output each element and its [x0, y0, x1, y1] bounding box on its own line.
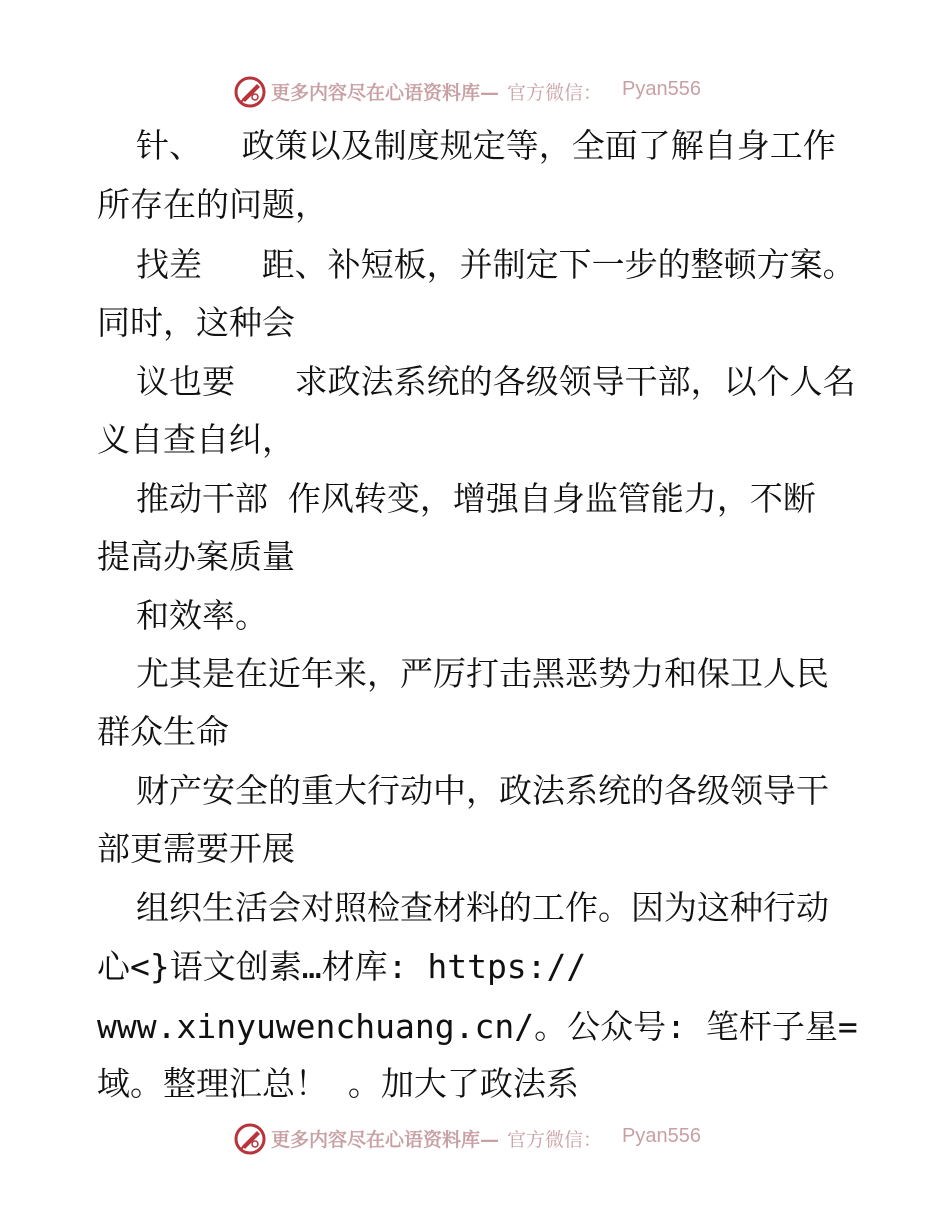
body-line: 群众生命 — [97, 712, 229, 751]
body-line: 域。整理汇总！ 。加大了政法系 — [97, 1064, 579, 1103]
quill-logo-icon — [233, 75, 267, 109]
banner-contact-label: 官方微信： — [507, 1129, 603, 1151]
body-line: 找差 距、补短板，并制定下一步的整顿方案。 — [136, 245, 856, 284]
banner-contact-id: Pyan556 — [622, 78, 701, 100]
banner-contact-label: 官方微信： — [507, 82, 603, 104]
body-line: 义自查自纠， — [97, 420, 295, 459]
body-line: 议也要 求政法系统的各级领导干部，以个人名 — [136, 362, 856, 401]
body-line: 组织生活会对照检查材料的工作。因为这种行动 — [136, 888, 829, 927]
body-line: 推动干部 作风转变，增强自身监管能力，不断 — [136, 479, 816, 518]
quill-logo-icon — [233, 1122, 267, 1156]
banner-site-text: 更多内容尽在心语资料库— — [271, 1129, 500, 1151]
body-line: 尤其是在近年来，严厉打击黑恶势力和保卫人民 — [136, 654, 829, 693]
body-line: 同时，这种会 — [97, 303, 295, 342]
body-line: 部更需要开展 — [97, 829, 295, 868]
banner-site-text: 更多内容尽在心语资料库— — [271, 82, 500, 104]
body-line: 财产安全的重大行动中，政法系统的各级领导干 — [136, 771, 829, 810]
body-line: 心<}语文创素…材库: https:// — [97, 947, 587, 986]
header-watermark-banner — [0, 72, 950, 112]
body-line: 所存在的问题， — [97, 185, 328, 224]
footer-watermark-banner — [0, 1119, 950, 1159]
body-line: 提高办案质量 — [97, 537, 295, 576]
body-line: 和效率。 — [136, 596, 268, 635]
body-line: 针、 政策以及制度规定等，全面了解自身工作 — [136, 126, 836, 165]
body-line: www.xinyuwenchuang.cn/。公众号: 笔杆子星= — [97, 1007, 858, 1046]
banner-contact-id: Pyan556 — [622, 1125, 701, 1147]
